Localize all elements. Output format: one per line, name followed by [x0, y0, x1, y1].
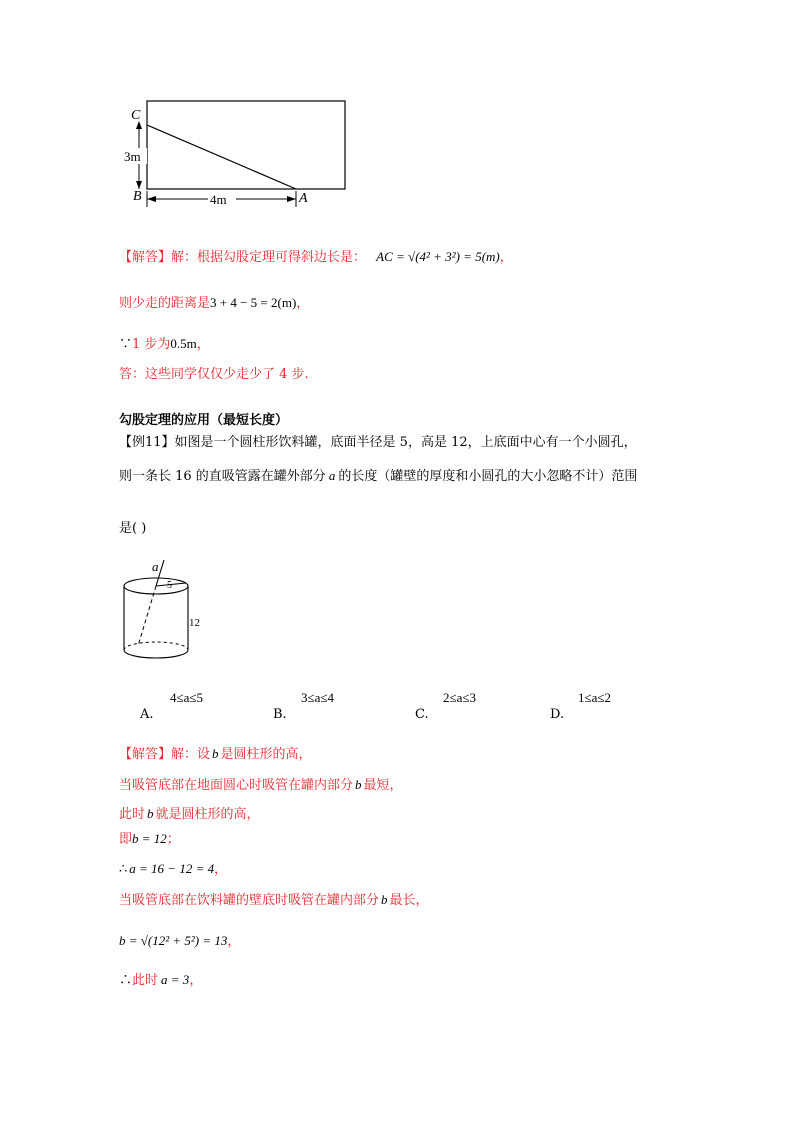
- solution-text: 就是圆柱形的高，: [155, 807, 260, 822]
- option-letter: D.: [550, 707, 565, 722]
- label-4m: 4m: [210, 192, 227, 207]
- solution-text: 此时: [132, 973, 159, 988]
- label-b: B: [133, 189, 142, 204]
- punct: ，: [214, 862, 228, 877]
- therefore-symbol: ∴: [119, 862, 128, 877]
- punct: ，: [499, 250, 513, 265]
- solution-text: 则少走的距离是: [119, 296, 211, 311]
- option-d[interactable]: [550, 690, 611, 724]
- solution2-line8: [119, 971, 202, 990]
- solution-text: 最长，: [389, 893, 429, 908]
- var-b: b: [147, 806, 154, 821]
- math-expression: b = √(12² + 5²) = 13: [119, 933, 228, 948]
- solution2-line5: [119, 860, 227, 879]
- label-c: C: [131, 108, 141, 123]
- solution2-line1: [119, 745, 312, 764]
- solution2-line3: [119, 805, 260, 824]
- label-3m: 3m: [124, 149, 141, 164]
- label-a: A: [299, 191, 308, 206]
- option-letter: B.: [273, 707, 287, 722]
- therefore-symbol: ∴: [119, 973, 133, 988]
- var-b: b: [381, 892, 388, 907]
- rectangle-triangle-figure: [120, 95, 360, 215]
- label-a: a: [152, 559, 159, 574]
- example-line1: [119, 434, 637, 452]
- label-radius: 5: [167, 580, 172, 591]
- solution1-answer: [119, 366, 309, 384]
- option-expr: 2≤a≤3: [443, 690, 477, 705]
- option-letter: C.: [415, 707, 429, 722]
- solution2-line6: [119, 891, 429, 910]
- math-expression: 3 + 4 − 5 = 2(m): [210, 295, 297, 310]
- var-b: b: [212, 746, 219, 761]
- solution1-line2: [119, 294, 309, 313]
- solution-text: 解：设: [171, 747, 211, 762]
- var-a: a: [328, 468, 336, 483]
- solution-text: 当吸管底部在地面圆心时吸管在罐内部分: [119, 778, 354, 793]
- punct: ，: [189, 973, 203, 988]
- option-a[interactable]: [140, 690, 203, 724]
- example-text: 如图是一个圆柱形饮料罐，底面半径是 5，高是 12，上底面中心有一个小圆孔，: [174, 435, 637, 450]
- option-c[interactable]: [415, 690, 476, 724]
- solution-text: 即: [119, 832, 133, 847]
- punct: ；: [166, 832, 180, 847]
- solution-text: 是圆柱形的高，: [220, 747, 312, 762]
- solution-tag: 【解答】: [119, 747, 172, 762]
- solution-text: 当吸管底部在饮料罐的壁底时吸管在罐内部分: [119, 893, 380, 908]
- solution-tag: 【解答】: [119, 250, 172, 265]
- solution-text: 1 步为: [132, 337, 171, 352]
- math-expression: AC = √(4² + 3²) = 5(m): [376, 249, 500, 264]
- example-text: 则一条长 16 的直吸管露在罐外部分: [119, 469, 326, 484]
- math-expression: 0.5m: [170, 336, 197, 351]
- option-expr: 1≤a≤2: [578, 690, 612, 705]
- solution2-line7: [119, 932, 240, 951]
- punct: ，: [227, 934, 241, 949]
- option-expr: 4≤a≤5: [170, 690, 204, 705]
- example-text: 的长度（罐壁的厚度和小圆孔的大小忽略不计）范围: [338, 469, 638, 484]
- math-expression: a = 16 − 12 = 4: [129, 861, 215, 876]
- punct: ，: [196, 337, 210, 352]
- var-b: b: [355, 777, 362, 792]
- punct: ，: [296, 296, 310, 311]
- solution-text: 此时: [119, 807, 146, 822]
- because-symbol: ∵: [119, 337, 133, 352]
- solution2-line4: [119, 830, 180, 849]
- solution-text: 解：根据勾股定理可得斜边长是：: [171, 250, 367, 265]
- solution1-line3: [119, 335, 210, 354]
- cylinder-figure: [118, 556, 218, 668]
- label-height: 12: [189, 617, 200, 629]
- solution-text: 最短，: [363, 778, 403, 793]
- option-expr: 3≤a≤4: [301, 690, 335, 705]
- section-title: 勾股定理的应用（最短长度）: [119, 413, 289, 428]
- solution2-line2: [119, 776, 403, 795]
- example-tag: 【例11】: [119, 435, 175, 450]
- option-letter: A.: [140, 707, 154, 722]
- math-expression: b = 12: [132, 831, 167, 846]
- math-expression: a = 3: [161, 972, 190, 987]
- example-line2: [119, 467, 637, 486]
- solution1-line1: [119, 248, 513, 267]
- answer-text: 答：这些同学仅仅少走少了 4 步.: [119, 367, 309, 382]
- example-line3: 是( ): [119, 521, 147, 536]
- option-b[interactable]: [273, 690, 334, 724]
